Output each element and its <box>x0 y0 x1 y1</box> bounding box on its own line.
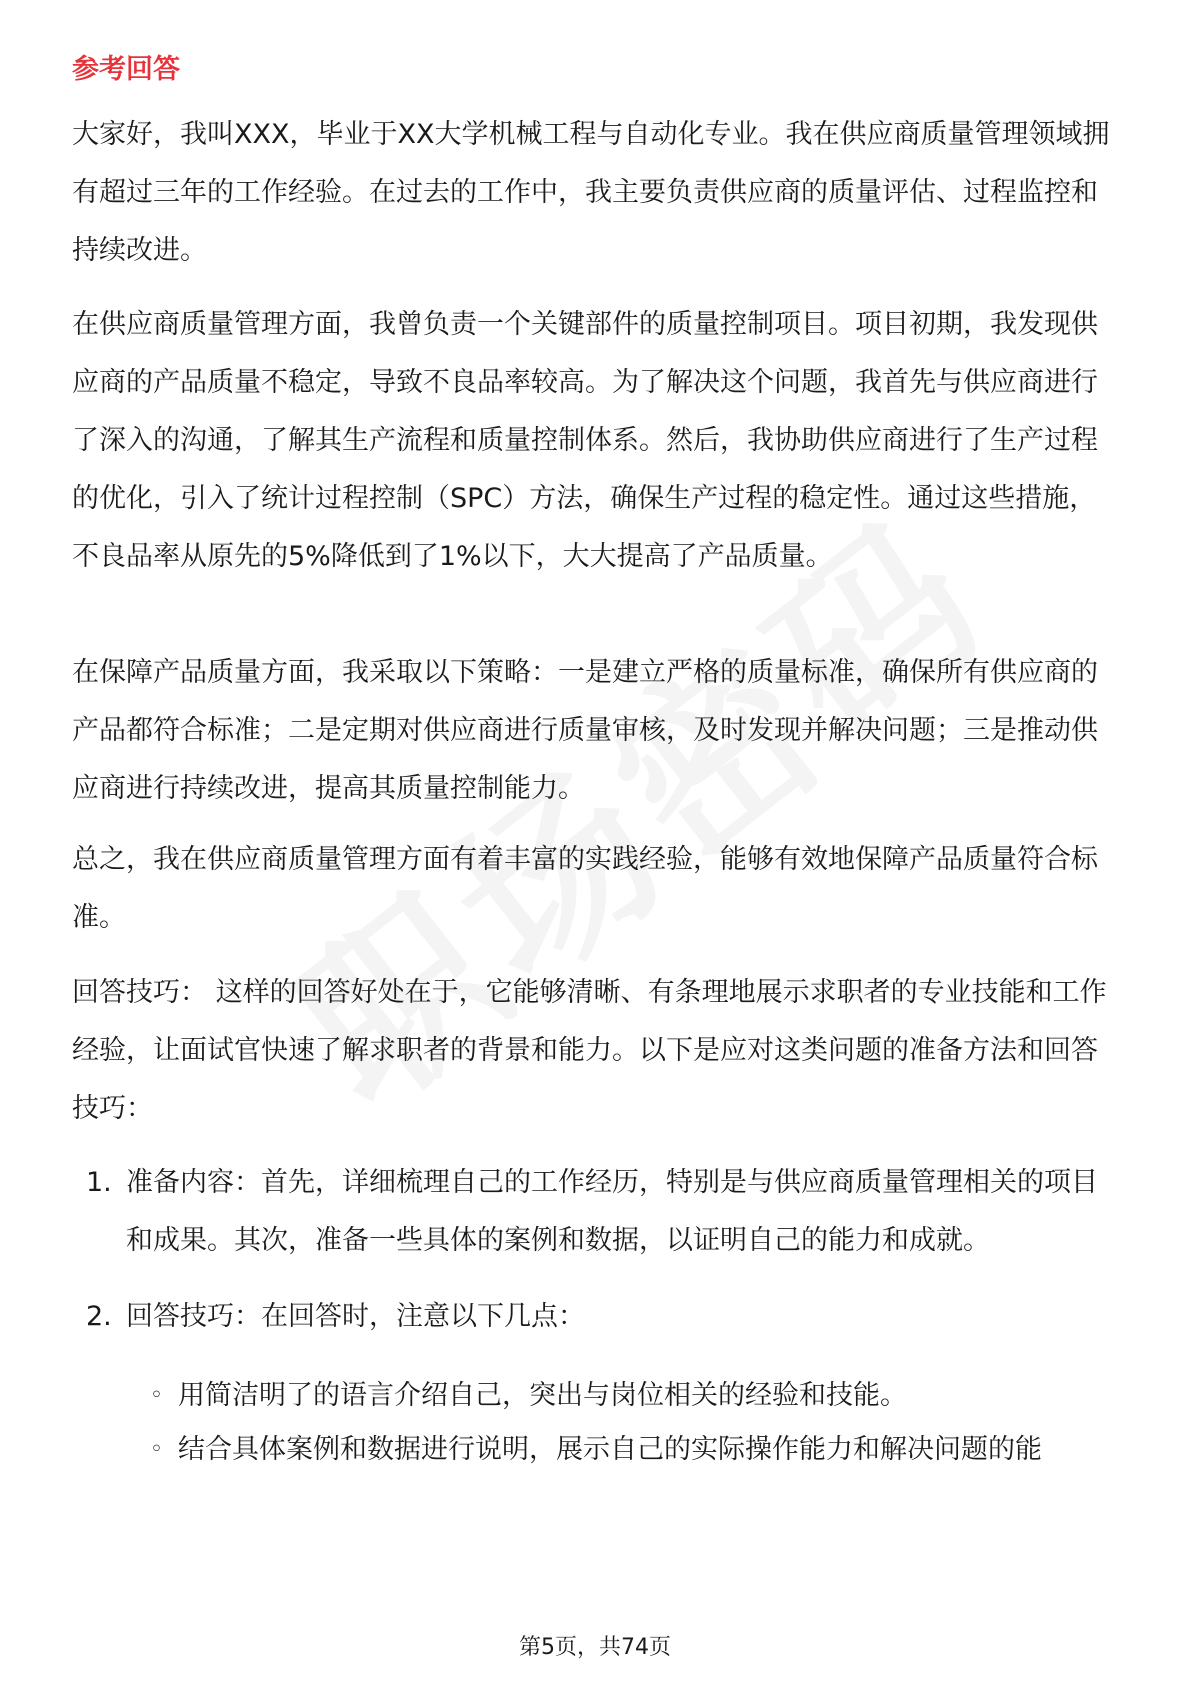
paragraph-strategy: 在保障产品质量方面，我采取以下策略：一是建立严格的质量标准，确保所有供应商的产品都符合标准；二是定期对供应商进行质量审核，及时发现并解决问题；三是推动供应商进行持续改进，提高其质量控制能力。 <box>72 657 1098 804</box>
paragraph-tips: 回答技巧： 这样的回答好处在于，它能够清晰、有条理地展示求职者的专业技能和工作经验，让面试官快速了解求职者的背景和能力。以下是应对这类问题的准备方法和回答技巧： <box>72 977 1107 1124</box>
sublist-item-text: 用简洁明了的语言介绍自己，突出与岗位相关的经验和技能。 <box>178 1380 907 1411</box>
list-item <box>72 1154 1122 1270</box>
numbered-list <box>72 1154 1122 1346</box>
list-item-text: 准备内容：首先，详细梳理自己的工作经历，特别是与供应商质量管理相关的项目和成果。其次，准备一些具体的案例和数据，以证明自己的能力和成就。 <box>126 1167 1098 1256</box>
paragraph-summary: 总之，我在供应商质量管理方面有着丰富的实践经验，能够有效地保障产品质量符合标准。 <box>72 844 1098 933</box>
paragraph-quality-management: 在供应商质量管理方面，我曾负责一个关键部件的质量控制项目。项目初期，我发现供应商的产品质量不稳定，导致不良品率较高。为了解决这个问题，我首先与供应商进行了深入的沟通，了解其生产流程和质量控制体系。然后，我协助供应商进行了生产过程的优化，引入了统计过程控制（SPC）方法，确保生产过程的稳定性。通过这些措施，不良品率从原先的5%降低到了1%以下，大大提高了产品质量。 <box>72 309 1098 572</box>
paragraph-intro: 大家好，我叫XXX，毕业于XX大学机械工程与自动化专业。我在供应商质量管理领域拥有超过三年的工作经验。在过去的工作中，我主要负责供应商的质量评估、过程监控和持续改进。 <box>72 119 1110 266</box>
list-item <box>72 1288 1122 1346</box>
page-number-footer: 第5页，共74页 <box>519 1635 671 1660</box>
bullet-sublist <box>150 1369 1120 1477</box>
list-number: 1. <box>86 1167 112 1198</box>
sublist-item-text: 结合具体案例和数据进行说明，展示自己的实际操作能力和解决问题的能 <box>178 1434 1042 1465</box>
section-title: 参考回答 <box>72 54 180 85</box>
list-item-text: 回答技巧：在回答时，注意以下几点： <box>126 1301 585 1332</box>
bullet-icon: ◦ <box>150 1437 163 1462</box>
sublist-item <box>150 1369 1120 1423</box>
bullet-icon: ◦ <box>150 1383 163 1408</box>
list-number: 2. <box>86 1301 112 1332</box>
sublist-item <box>150 1423 1120 1477</box>
